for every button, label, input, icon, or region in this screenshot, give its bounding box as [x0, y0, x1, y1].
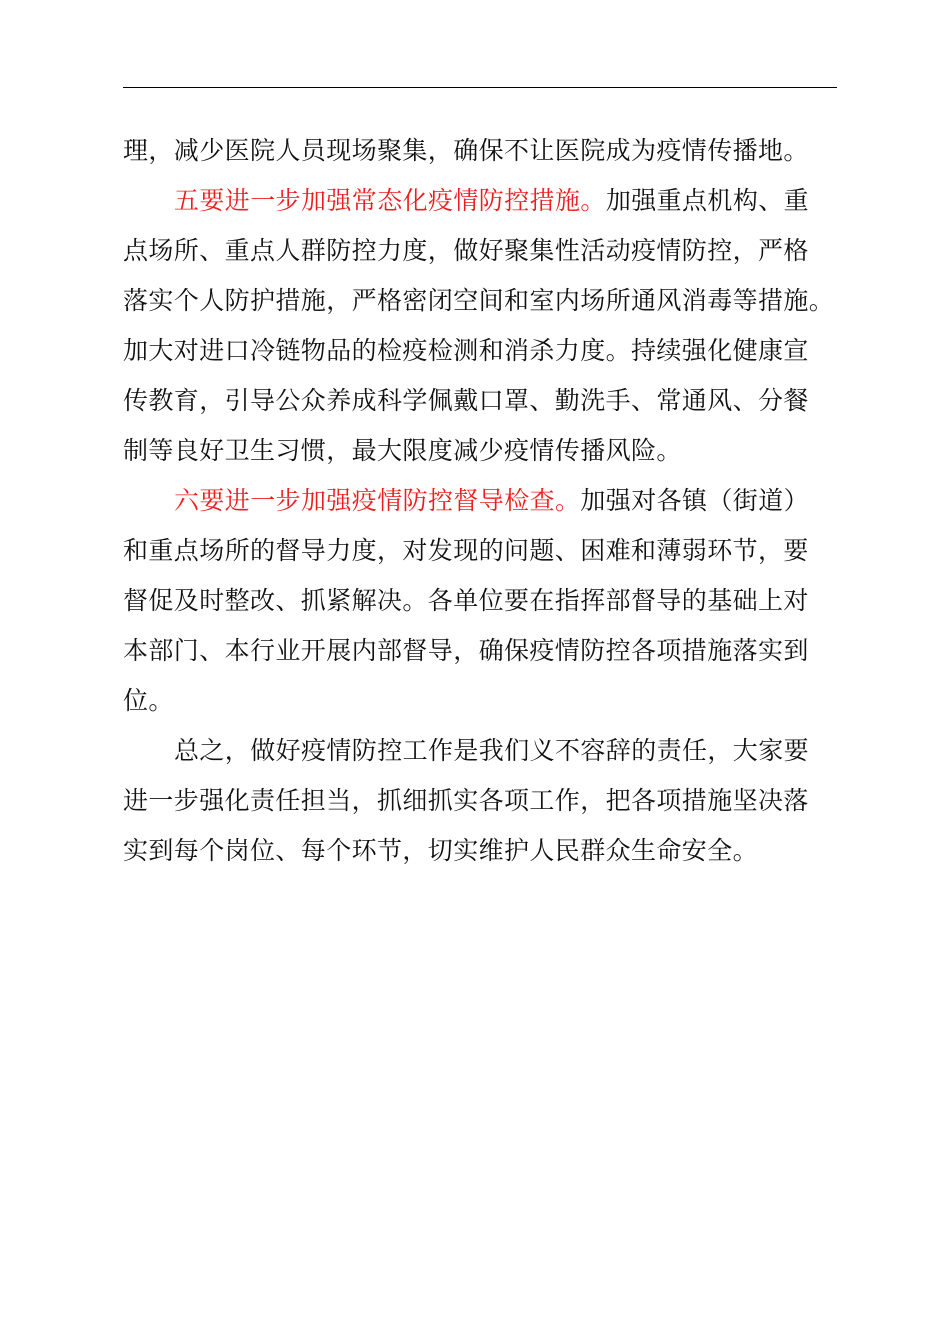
- paragraph-1-line-1: 理，减少医院人员现场聚集，确保不让医院成为疫情传播地。: [123, 136, 809, 165]
- paragraph-4-line-2: 进一步强化责任担当，抓细抓实各项工作，把各项措施坚决落: [123, 786, 809, 815]
- paragraph-2-line-6: 制等良好卫生习惯，最大限度减少疫情传播风险。: [123, 436, 682, 465]
- paragraph-2-line-2: 点场所、重点人群防控力度，做好聚集性活动疫情防控，严格: [123, 236, 809, 265]
- paragraph-3-line-3: 督促及时整改、抓紧解决。各单位要在指挥部督导的基础上对: [123, 586, 809, 615]
- paragraph-3-first-line-rest: 加强对各镇（街道）: [580, 486, 810, 515]
- header-rule: [123, 87, 837, 88]
- paragraph-4: [123, 726, 839, 876]
- paragraph-2-line-4: 加大对进口冷链物品的检疫检测和消杀力度。持续强化健康宣: [123, 336, 809, 365]
- paragraph-4-line-1: 总之，做好疫情防控工作是我们义不容辞的责任，大家要: [174, 736, 810, 765]
- paragraph-4-line-3: 实到每个岗位、每个环节，切实维护人民群众生命安全。: [123, 836, 759, 865]
- paragraph-2-first-line-rest: 加强重点机构、重: [605, 186, 810, 215]
- paragraph-2: [123, 176, 839, 476]
- paragraph-1: [123, 126, 839, 176]
- paragraph-3-line-2: 和重点场所的督导力度，对发现的问题、困难和薄弱环节，要: [123, 536, 809, 565]
- paragraph-3-line-4: 本部门、本行业开展内部督导，确保疫情防控各项措施落实到: [123, 636, 809, 665]
- paragraph-2-line-3: 落实个人防护措施，严格密闭空间和室内场所通风消毒等措施。: [123, 286, 835, 315]
- paragraph-3-line-5: 位。: [123, 686, 174, 715]
- paragraph-3: [123, 476, 839, 726]
- paragraph-3-first-line: [123, 476, 839, 526]
- paragraph-2-heading: 五要进一步加强常态化疫情防控措施。: [174, 186, 606, 215]
- paragraph-2-line-5: 传教育，引导公众养成科学佩戴口罩、勤洗手、常通风、分餐: [123, 386, 809, 415]
- document-body: [123, 126, 839, 876]
- paragraph-3-heading: 六要进一步加强疫情防控督导检查。: [174, 486, 581, 515]
- paragraph-2-first-line: [123, 176, 839, 226]
